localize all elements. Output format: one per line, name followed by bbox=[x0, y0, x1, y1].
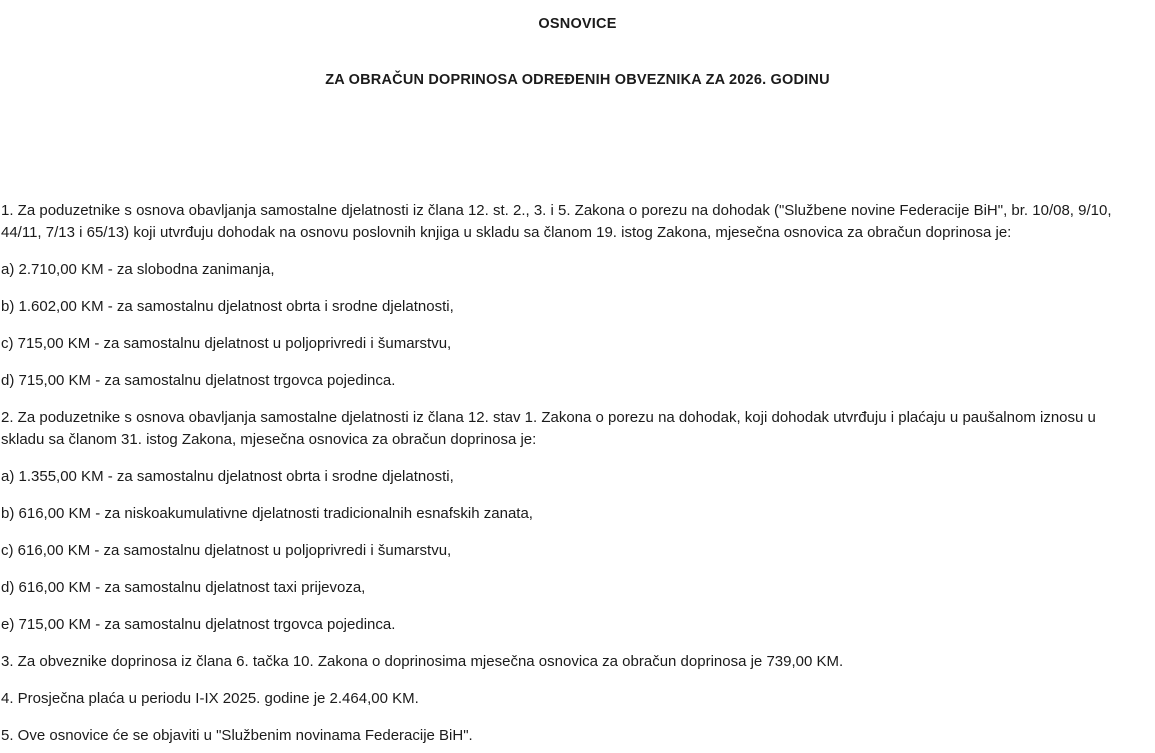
section-2-item-c: c) 616,00 KM - za samostalnu djelatnost u poljoprivredi i šumarstvu, bbox=[1, 542, 452, 559]
section-2-item-e: e) 715,00 KM - za samostalnu djelatnost trgovca pojedinca. bbox=[1, 616, 396, 633]
section-2-item-b: b) 616,00 KM - za niskoakumulativne djelatnosti tradicionalnih esnafskih zanata, bbox=[1, 505, 533, 522]
section-4-text: 4. Prosječna plaća u periodu I-IX 2025. godine je 2.464,00 KM. bbox=[1, 690, 419, 707]
section-1-item-d: d) 715,00 KM - za samostalnu djelatnost trgovca pojedinca. bbox=[1, 372, 396, 389]
section-1-item-b: b) 1.602,00 KM - za samostalnu djelatnost obrta i srodne djelatnosti, bbox=[1, 298, 454, 315]
document-subtitle: ZA OBRAČUN DOPRINOSA ODREĐENIH OBVEZNIKA ZA 2026. GODINU bbox=[325, 72, 830, 88]
section-2-item-d: d) 616,00 KM - za samostalnu djelatnost taxi prijevoza, bbox=[1, 579, 366, 596]
section-5-text: 5. Ove osnovice će se objaviti u "Službenim novinama Federacije BiH". bbox=[1, 727, 473, 744]
section-1-item-a: a) 2.710,00 KM - za slobodna zanimanja, bbox=[1, 261, 275, 278]
section-2-intro: 2. Za poduzetnike s osnova obavljanja samostalne djelatnosti iz člana 12. stav 1. Zakona o porezu na dohodak, koji dohodak utvrđuju i plaćaju u paušalnom iznosu u skladu sa članom 31. istog Zakona, mjesečna osnovica za obračun doprinosa je: bbox=[1, 409, 1096, 448]
section-1-intro: 1. Za poduzetnike s osnova obavljanja samostalne djelatnosti iz člana 12. st. 2., 3. i 5. Zakona o porezu na dohodak ("Službene novine Federacije BiH", br. 10/08, 9/10, 44/11, 7/13 i 65/13) koji utvrđuju dohodak na osnovu poslovnih knjiga u skladu sa članom 19. istog Zakona, mjesečna osnovica za obračun doprinosa je: bbox=[1, 202, 1112, 241]
section-3-text: 3. Za obveznike doprinosa iz člana 6. tačka 10. Zakona o doprinosima mjesečna osnovica za obračun doprinosa je 739,00 KM. bbox=[1, 653, 844, 670]
document-title: OSNOVICE bbox=[538, 16, 617, 32]
section-2-item-a: a) 1.355,00 KM - za samostalnu djelatnost obrta i srodne djelatnosti, bbox=[1, 468, 454, 485]
section-1-item-c: c) 715,00 KM - za samostalnu djelatnost u poljoprivredi i šumarstvu, bbox=[1, 335, 452, 352]
